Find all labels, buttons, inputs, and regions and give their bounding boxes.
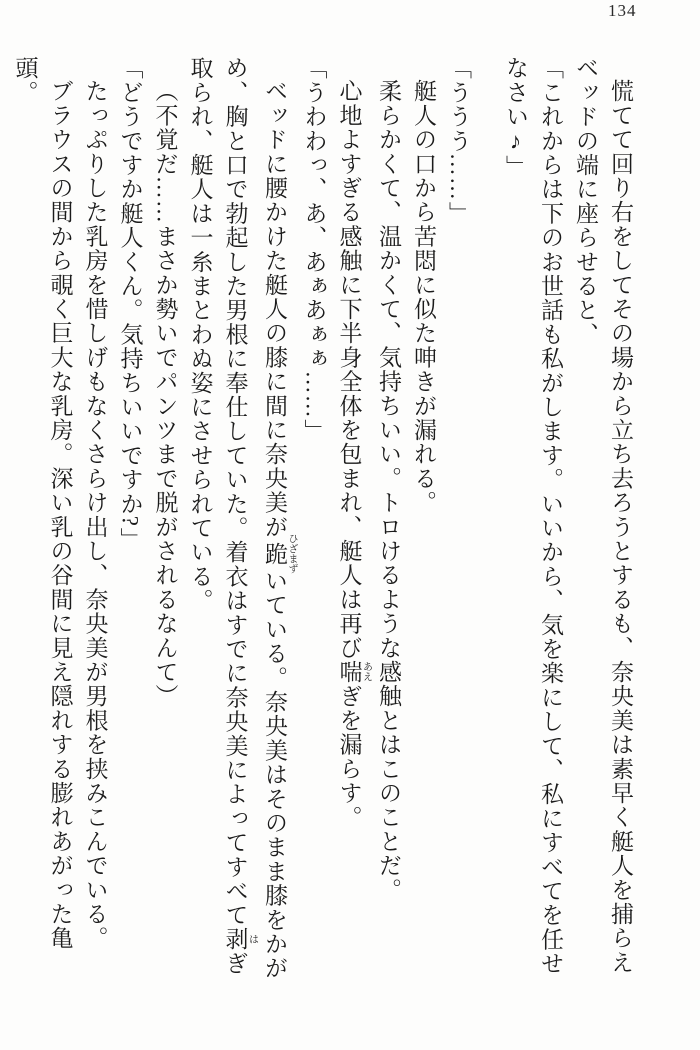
text-column: め、胸と口で勃起した男根に奉仕していた。着衣はすでに奈央美によってすべて剥 はぎ	[222, 56, 258, 976]
text-column: たっぷりした乳房を惜しげもなくさらけ出し、奈央美が男根を挟みこんでいる。	[82, 79, 108, 951]
text-column: 柔らかくて、温かくて、気持ちいい。トロけるような感触とはこのことだ。	[376, 79, 401, 902]
text-column: 慌てて回り右をしてその場から立ち去ろうとするも、奈央美は素早く艇人を捕らえ	[608, 79, 633, 975]
text-column: 「ううう……」	[446, 56, 471, 226]
text-column: なさい♪」	[503, 56, 528, 179]
text-column: 「どうですか艇人くん。気持ちいいですか?」	[117, 56, 143, 552]
text-column: ブラウスの間から覗く巨大な乳房。深い乳の谷間に見え隠れする膨れあがった亀頭。	[12, 56, 73, 951]
text-column: 艇人の口から苦悶に似た呻きが漏れる。	[411, 79, 436, 515]
text-column: 「うわわっ、あ、あぁあぁぁ……」	[301, 56, 327, 444]
text-column: 取られ、艇人は一糸まとわぬ姿にさせられている。	[187, 56, 213, 613]
text-block	[8, 56, 639, 988]
text-column: 「これからは下のお世話も私がします。いいから、気を楽にして、私にすべてを任せ	[538, 56, 563, 976]
text-column: 心地よすぎる感触に下半身全体を包まれ、艇人は再び喘 あえぎを漏らす。	[336, 79, 372, 830]
text-column: ベッドの端に座らせると、	[573, 56, 598, 347]
text-column: （不覚だ……まさか勢いでパンツまで脱がされるなんて）	[152, 79, 178, 709]
page-number: 134	[608, 1, 637, 20]
text-column: ベッドに腰かけた艇人の膝に間に奈央美が跪 ひざまずいている。奈央美はそのまま膝をかが	[262, 79, 297, 981]
